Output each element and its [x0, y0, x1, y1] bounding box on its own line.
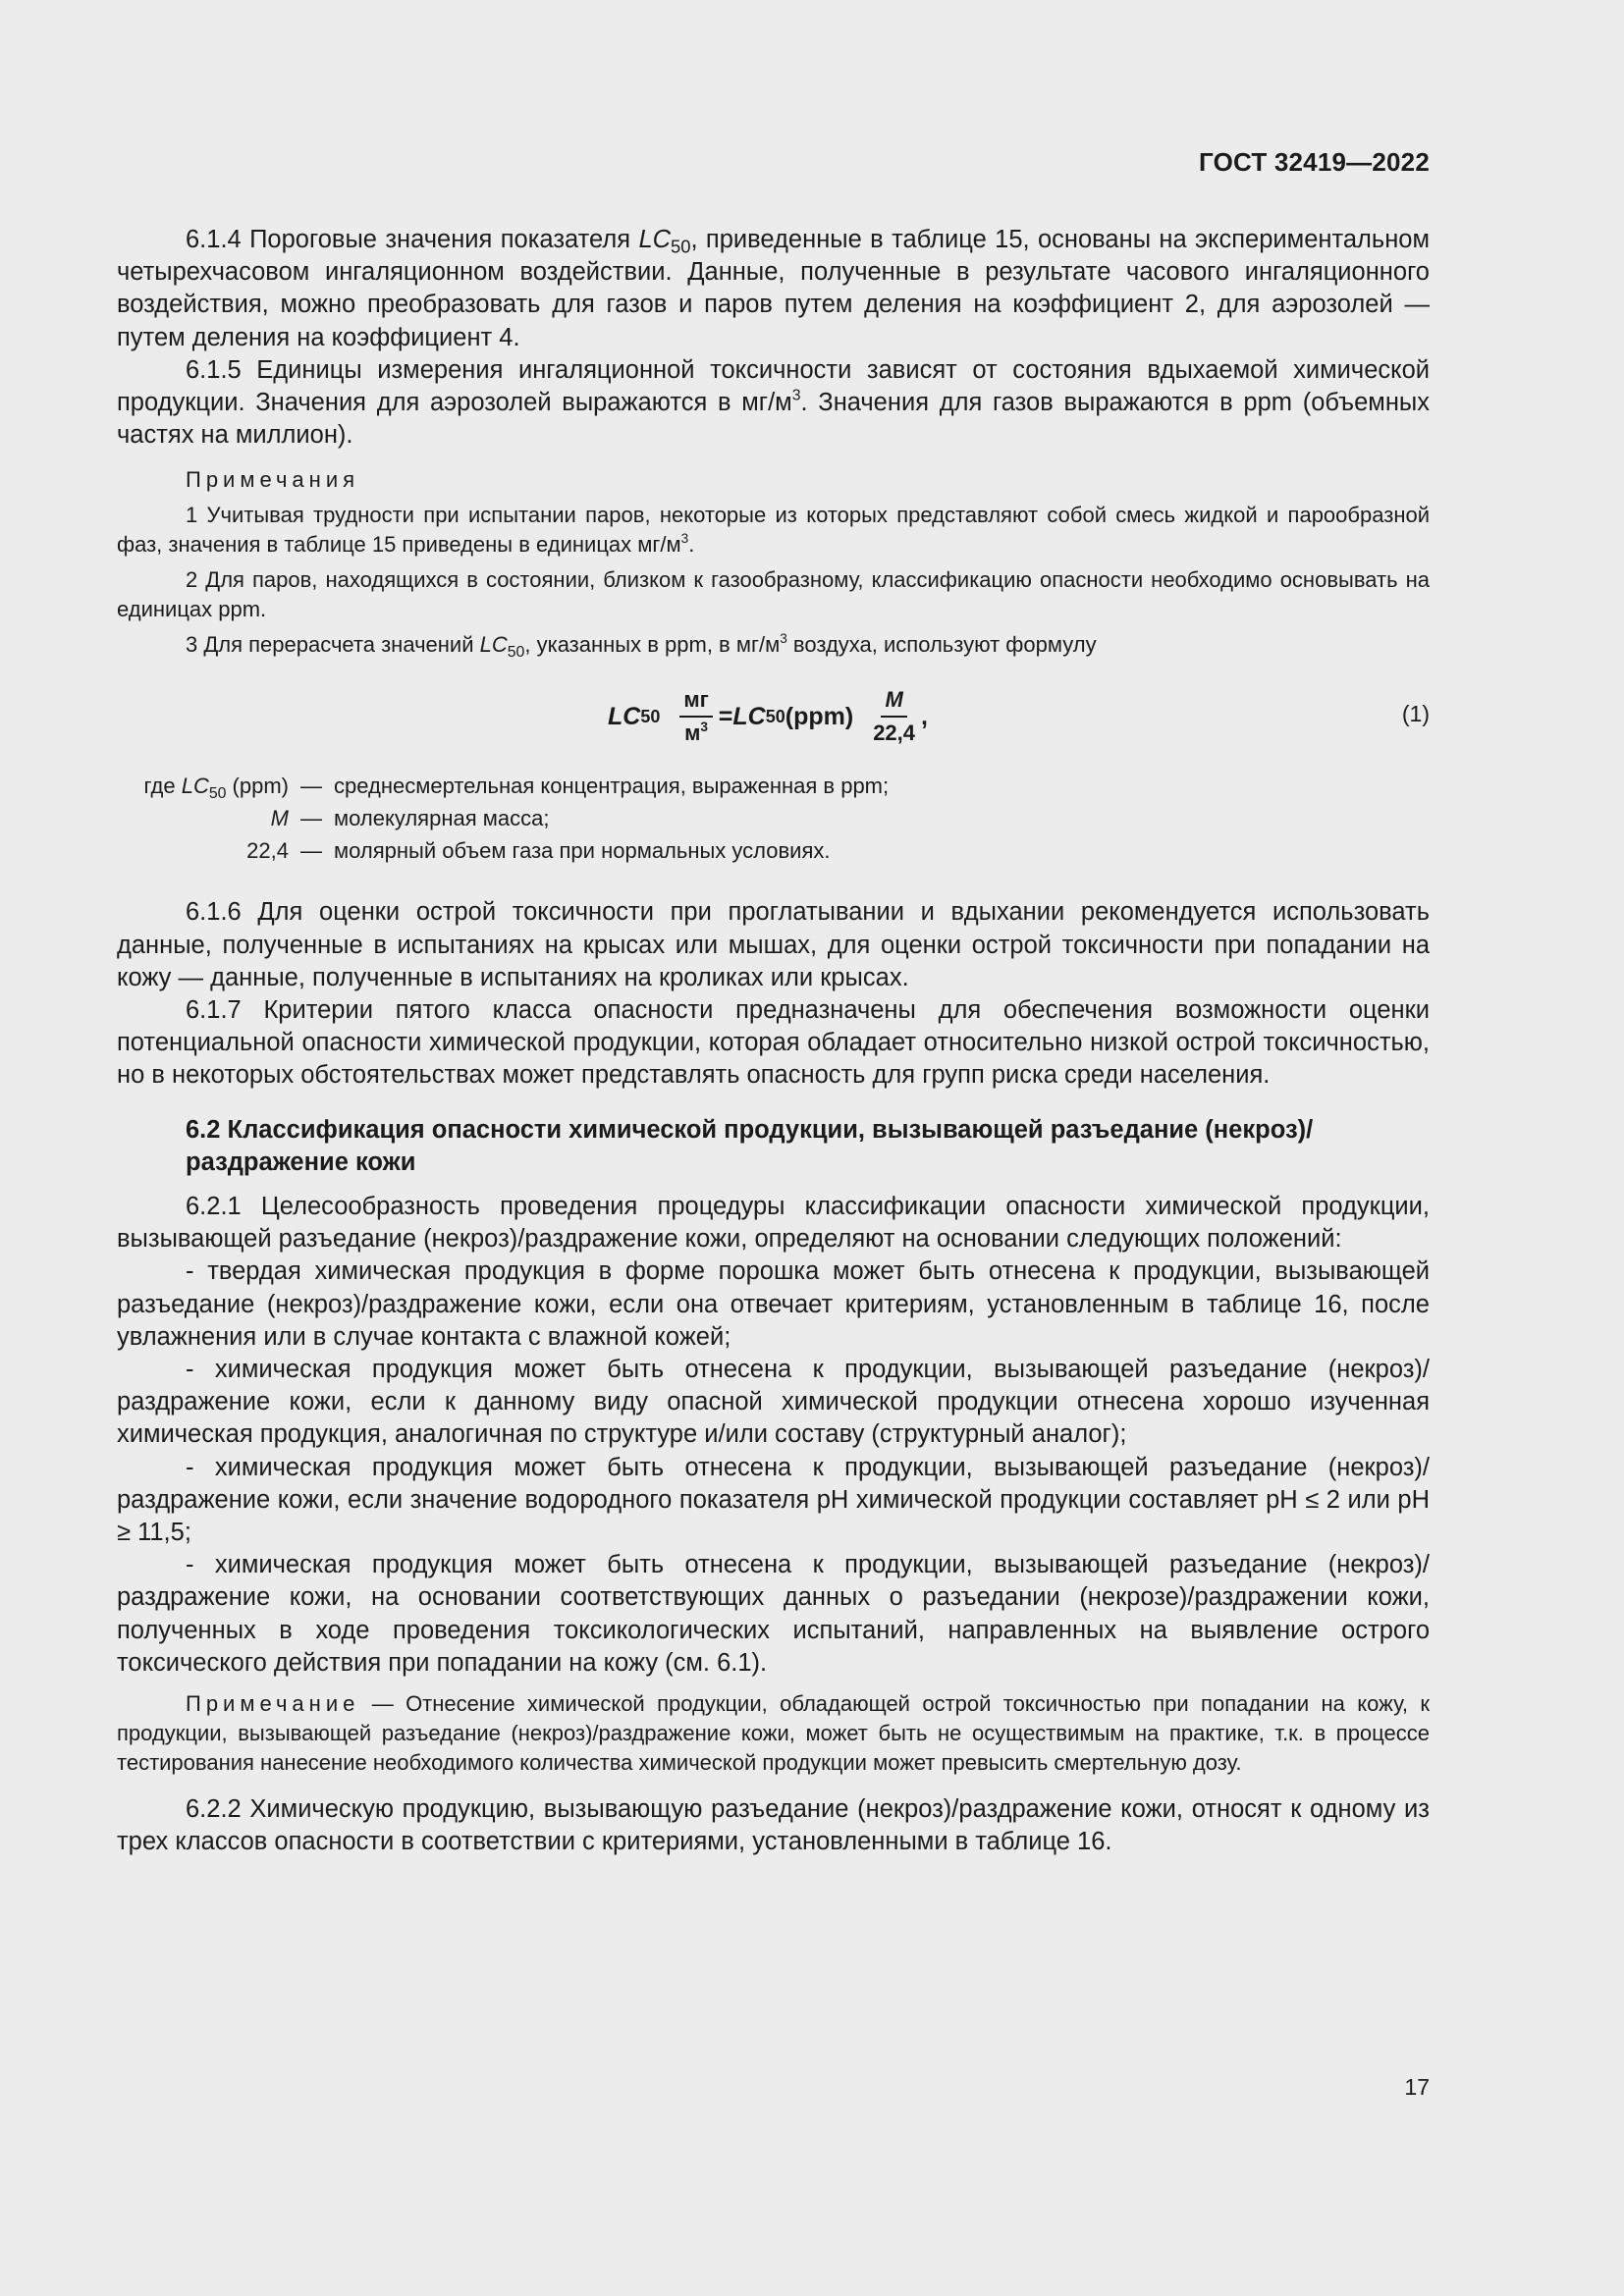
text-segment: 3 Для перерасчета значений [186, 632, 480, 658]
where-definition: среднесмертельная концентрация, выраженная в ppm; [334, 774, 890, 799]
conversion-formula: LC 50 $\frac{мг}{м^3}$ = LC 50 (ppm) $\frac{M}{22,4}$ , [608, 687, 928, 746]
paragraph-6-1-6: 6.1.6 Для оценки острой токсичности при проглатывании и вдыхании рекомендуется использовать данные, полученные в испытаниях на крысах или мышах, для оценки острой токсичности при попадании на кожу — данные, полученные в испытаниях на кроликах или крысах. [117, 898, 1430, 991]
fraction-molar [873, 686, 915, 747]
lc-symbol: LC [608, 702, 641, 730]
superscript: 3 [680, 531, 689, 547]
where-term [117, 770, 289, 802]
lc-symbol: LC [479, 632, 508, 658]
notes-title: Примечания [186, 467, 360, 493]
text-segment: , приведенные в таблице 15, основаны на экспериментальном четырехчасовом ингаляционном воздействии. Данные, полученные в результате часового ингаляционного воздействия, можно преобразовать для газов и паров путем деления на коэффициент 2, для аэрозолей — путем деления на коэффициент 4. [117, 226, 1430, 351]
superscript: 3 [791, 387, 801, 404]
list-item: - химическая продукция может быть отнесена к продукции, вызывающей разъедание (некроз)/ раздражение кожи, если значение водородного показателя pH химической продукции составляет pH ≤ 2 или pH ≥ 11,5; [117, 1453, 1430, 1547]
text-segment: 6.1.5 Единицы измерения ингаляционной токсичности зависят от состояния вдыхаемой химической продукции. Значения для аэрозолей выражаются в мг/м [117, 355, 1430, 417]
lc-symbol: LC [181, 774, 209, 799]
text-segment: . Значения для газов выражаются в ppm (объемных частях на миллион). [117, 389, 1430, 450]
fraction-denominator: 22,4 [873, 721, 916, 746]
note-text: — Отнесение химической продукции, обладающей острой токсичностью при попадании на кожу, к продукции, вызывающей разъедание (некроз)/раздражение кожи, может быть не осуществимым на практике, т.к. в процессе тестирования нанесение необходимого количества химической продукции может превысить смертельную дозу. [117, 1691, 1430, 1776]
where-row [117, 834, 1430, 867]
list-item: - химическая продукция может быть отнесена к продукции, вызывающей разъедание (некроз)/ раздражение кожи, на основании соответствующих данных о разъедании (некрозе)/раздражении кожи, полученных в ходе проведения токсикологических испытаний, направленных на выявление острого токсического действия при попадании на кожу (см. 6.1). [117, 1551, 1430, 1677]
text-segment: . [688, 532, 695, 558]
lc-symbol: LC [732, 702, 766, 730]
note-3 [117, 630, 1430, 660]
text-segment: где [143, 774, 182, 799]
lc-symbol: LC [638, 226, 672, 253]
note-1 [117, 501, 1430, 560]
paragraph-6-2-2: 6.2.2 Химическую продукцию, вызывающую разъедание (некроз)/раздражение кожи, относят к одному из трех классов опасности в соответствии с критериями, установленными в таблице 16. [117, 1795, 1430, 1856]
where-term: M [270, 806, 289, 831]
paragraph-6-1-7: 6.1.7 Критерии пятого класса опасности предназначены для обеспечения возможности оценки потенциальной опасности химической продукции, которая обладает относительно низкой острой токсичностью, но в некоторых обстоятельствах может представлять опасность для групп риска среди населения. [117, 996, 1430, 1090]
where-list [117, 770, 1430, 867]
where-definition: молярный объем газа при нормальных условиях. [334, 838, 831, 864]
where-definition: молекулярная масса; [334, 806, 550, 831]
note-label: Примечание [186, 1691, 360, 1717]
formula-comma: , [921, 702, 928, 730]
subscript: 50 [507, 644, 525, 662]
text-segment: , указанных в ppm, в мг/м [524, 632, 781, 658]
list-item: - химическая продукция может быть отнесена к продукции, вызывающей разъедание (некроз)/ раздражение кожи, если к данному виду опасной химической продукции отнесена хорошо изученная химическая продукция, аналогичная по структуре и/или составу (структурный аналог); [117, 1356, 1430, 1449]
paragraph-6-1-4 [117, 224, 1430, 354]
list-item: - твердая химическая продукция в форме порошка может быть отнесена к продукции, вызывающей разъедание (некроз)/раздражение кожи, если она отвечает критериям, установленным в таблице 16, после увлажнения или в случае контакта с влажной кожей; [117, 1257, 1430, 1351]
dash: — [300, 774, 322, 799]
standard-header: ГОСТ 32419—2022 [1199, 147, 1430, 177]
note-6-2 [117, 1689, 1430, 1778]
fraction-numerator: M [881, 686, 906, 718]
superscript: 3 [700, 720, 708, 735]
dash: — [300, 838, 322, 864]
equals-sign: = [718, 702, 733, 730]
unit-text: м [684, 721, 701, 746]
paragraph-6-1-5 [117, 354, 1430, 453]
equation-number: (1) [1401, 701, 1430, 727]
section-heading-6-2: 6.2 Классификация опасности химической продукции, вызывающей разъедание (некроз)/ раздражение кожи [186, 1115, 1314, 1176]
text-segment: (ppm) [226, 774, 289, 799]
text-segment: воздуха, используют формулу [786, 632, 1097, 658]
superscript: 3 [780, 631, 787, 647]
fraction-numerator: мг [679, 686, 712, 718]
formula-block [117, 681, 1430, 752]
subscript: 50 [208, 785, 227, 803]
page-content [117, 224, 1430, 1859]
ppm-unit: (ppm) [785, 702, 854, 730]
paragraph-6-2-1: 6.2.1 Целесообразность проведения процедуры классификации опасности химической продукции, вызывающей разъедание (некроз)/раздражение кожи, определяют на основании следующих положений: [117, 1193, 1430, 1254]
fraction-mg-per-m3 [679, 686, 712, 747]
where-row [117, 802, 1430, 834]
note-2: 2 Для паров, находящихся в состоянии, близком к газообразному, классификацию опасности необходимо основывать на единицах ppm. [117, 567, 1430, 622]
text-segment: 1 Учитывая трудности при испытании паров, некоторые из которых представляют собой смесь жидкой и парообразной фаз, значения в таблице 15 приведены в единицах мг/м [117, 503, 1430, 558]
where-row [117, 770, 1430, 802]
fraction-denominator [684, 718, 708, 747]
text-segment: 6.1.4 Пороговые значения показателя [186, 226, 639, 253]
subscript: 50 [671, 236, 691, 257]
dash: — [300, 806, 322, 831]
page-number: 17 [1404, 2074, 1430, 2100]
where-term: 22,4 [246, 838, 289, 864]
